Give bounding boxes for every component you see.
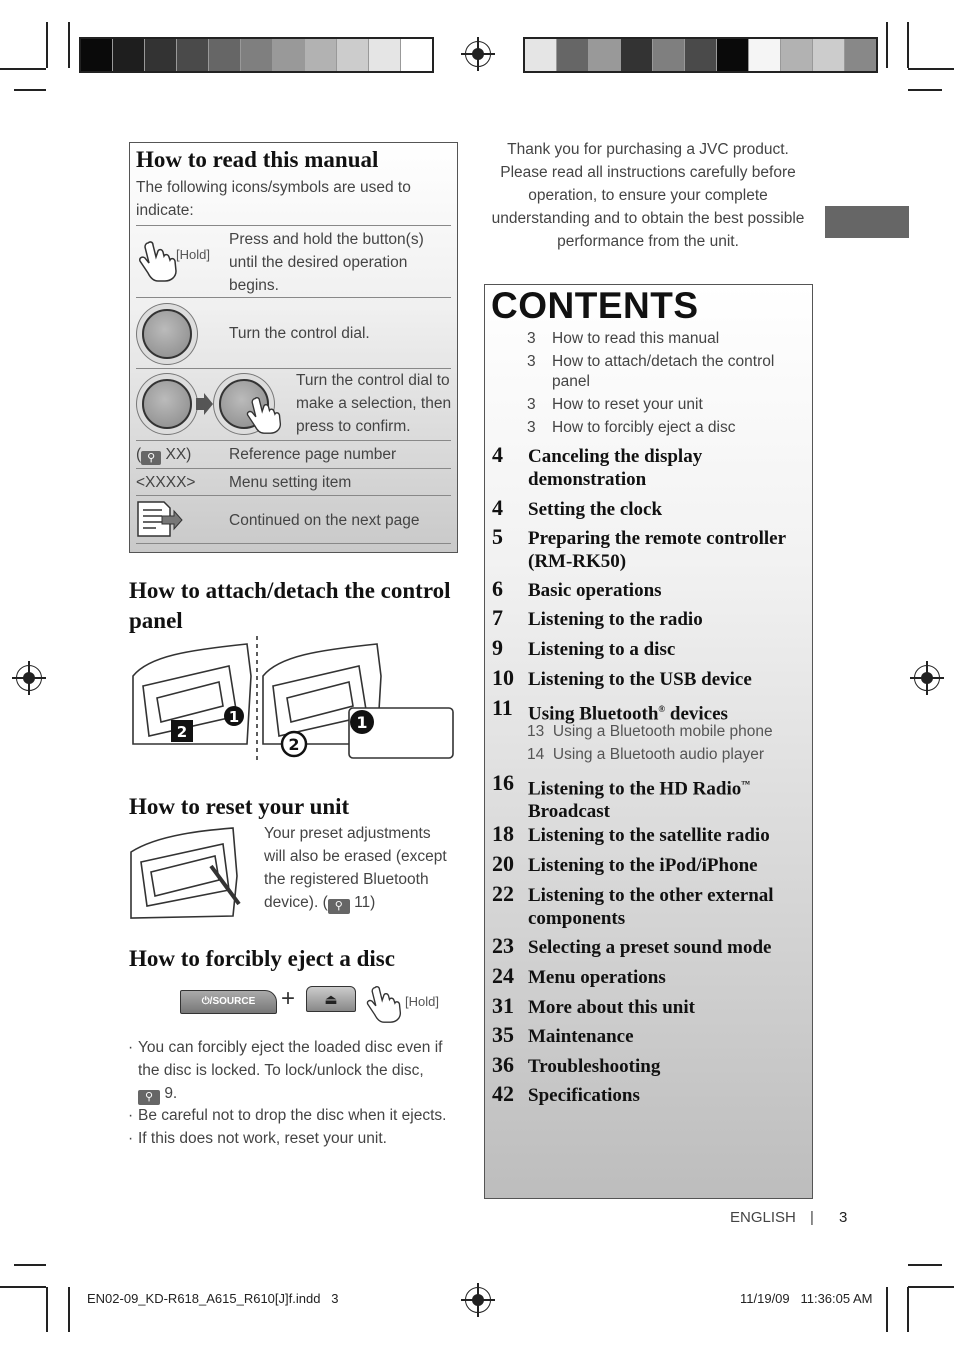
item-ref-text: Reference page number [229,446,397,463]
eject-bullet-2: · Be careful not to drop the disc when it ejects. [128,1107,447,1124]
toc-title: Maintenance [528,1026,634,1047]
item-dial-text: Turn the control dial. [229,325,370,342]
color-swatch [813,39,845,71]
divider [136,440,451,441]
color-swatch [845,39,876,71]
crop-mark [908,1264,942,1266]
source-button-icon: ⏻/SOURCE [180,990,277,1014]
toc-page-number: 31 [492,993,514,1018]
toc-page-number: 3 [527,330,536,347]
toc-item[interactable] [492,576,802,603]
toc-page-number: 10 [492,665,514,690]
toc-item[interactable] [492,881,802,929]
toc-item[interactable] [492,770,802,823]
toc-page-number: 4 [492,495,503,520]
toc-page-number: 20 [492,851,514,876]
toc-title: How to forcibly eject a disc [552,419,736,436]
item-hold-text: Press and hold the button(s) until the desired operation begins. [229,231,424,294]
color-calibration-bar-left [79,37,434,73]
svg-text:2: 2 [176,723,188,741]
attach-detach-illustration [129,636,456,762]
contents-box [484,284,813,1199]
toc-item[interactable] [492,963,802,990]
color-swatch [653,39,685,71]
ref-symbol: ( ⚲ XX) [136,446,192,464]
toc-title: Using a Bluetooth audio player [552,746,764,763]
toc-subitem[interactable] [527,722,797,742]
control-dial-icon [142,379,192,429]
toc-item[interactable] [492,442,802,490]
crop-mark [907,22,909,68]
toc-page-number: 6 [492,576,503,601]
print-file-info: EN02-09_KD-R618_A615_R610[J]f.indd 3 [87,1291,339,1306]
reset-illustration [129,826,249,922]
color-swatch [305,39,337,71]
crop-mark [46,1287,48,1332]
toc-title: Using a Bluetooth mobile phone [552,723,773,740]
toc-title: Setting the clock [528,499,663,520]
hold-label: [Hold] [176,247,210,262]
toc-page-number: 3 [527,396,536,413]
toc-page-number: 16 [492,770,514,795]
menu-symbol: <XXXX> [136,474,196,491]
reset-text: Your preset adjustments will also be erased (except the registered Bluetooth device). ( ⚲ 11) [264,825,447,912]
crop-mark [14,89,46,91]
toc-title: Menu operations [528,967,666,988]
registration-mark-icon [16,665,42,691]
crop-mark [68,22,70,68]
color-swatch [401,39,432,71]
color-calibration-bar-right [523,37,878,73]
toc-page-number: 14 [527,746,545,763]
crop-mark [908,68,954,70]
toc-item[interactable] [492,993,802,1020]
crop-mark [0,1286,46,1288]
eject-title: How to forcibly eject a disc [129,946,395,971]
crop-mark [0,68,46,70]
crop-mark [46,22,48,68]
color-swatch [273,39,305,71]
control-dial-icon [142,309,192,359]
footer-separator: | [810,1209,814,1226]
toc-title: Listening to the HD Radio™ Broadcast [528,778,751,823]
toc-item[interactable] [492,495,802,522]
color-swatch [717,39,749,71]
toc-item[interactable] [527,352,797,392]
toc-page-number: 18 [492,821,514,846]
hand-press-icon [136,239,180,283]
toc-title: How to attach/detach the control panel [552,353,775,390]
toc-title: Listening to a disc [528,639,676,660]
footer-language: ENGLISH [730,1209,796,1226]
toc-item[interactable] [492,1081,802,1108]
toc-title: Listening to the other external components [528,885,774,929]
toc-title: Specifications [528,1085,640,1106]
toc-item[interactable] [492,1052,802,1079]
arrow-right-icon [194,392,214,416]
svg-text:2: 2 [288,735,300,754]
divider [136,543,451,544]
crop-mark [14,1264,46,1266]
toc-title: Using Bluetooth® devices [528,703,728,725]
color-swatch [525,39,557,71]
toc-item[interactable] [492,665,802,692]
color-swatch [337,39,369,71]
svg-text:1: 1 [356,713,368,732]
read-manual-intro: The following icons/symbols are used to indicate: [136,179,411,219]
color-swatch [241,39,273,71]
eject-bullet-3: · If this does not work, reset your unit. [128,1130,387,1147]
toc-item[interactable] [492,933,802,960]
color-swatch [621,39,653,71]
hold-label: [Hold] [405,994,439,1009]
eject-bullet-1: · You can forcibly eject the loaded disc even if the disc is locked. To lock/unlock the disc, ⚲ 9. [128,1039,443,1103]
reset-title: How to reset your unit [129,794,350,819]
page-number: 3 [839,1209,848,1226]
toc-page-number: 4 [492,442,503,467]
contents-title: CONTENTS [491,285,699,326]
toc-item[interactable] [492,821,802,848]
color-swatch [209,39,241,71]
crop-mark [886,22,888,68]
attach-title: How to attach/detach the control panel [129,578,451,633]
toc-page-number: 7 [492,605,503,630]
continued-page-icon [136,500,184,538]
crop-mark [908,1286,954,1288]
color-swatch [177,39,209,71]
item-dial-press-text: Turn the control dial to make a selection, then press to confirm. [296,372,452,435]
color-swatch [749,39,781,71]
item-continued-text: Continued on the next page [229,512,420,529]
divider [136,297,451,298]
color-swatch [81,39,113,71]
toc-title: Preparing the remote controller (RM-RK50) [528,528,786,572]
toc-page-number: 22 [492,881,514,906]
registration-mark-icon [465,1287,491,1313]
toc-title: Troubleshooting [528,1056,661,1077]
toc-subitem[interactable] [527,745,797,765]
toc-page-number: 23 [492,933,514,958]
color-swatch [685,39,717,71]
item-menu-text: Menu setting item [229,474,352,491]
toc-page-number: 5 [492,524,503,549]
hand-press-icon [364,984,404,1024]
toc-page-number: 13 [527,723,545,740]
crop-mark [68,1287,70,1332]
toc-page-number: 42 [492,1081,514,1106]
svg-text:1: 1 [228,708,240,726]
toc-page-number: 36 [492,1052,514,1077]
toc-item[interactable] [492,851,802,878]
magnifier-icon: ⚲ [328,899,350,914]
toc-page-number: 35 [492,1022,514,1047]
language-tab [825,206,909,238]
divider [136,225,451,226]
toc-page-number: 11 [492,695,513,720]
color-swatch [113,39,145,71]
crop-mark [886,1287,888,1332]
toc-title: Listening to the iPod/iPhone [528,855,758,876]
color-swatch [589,39,621,71]
eject-button-icon: ⏏ [306,986,356,1012]
how-to-read-box [129,142,458,553]
toc-page-number: 24 [492,963,514,988]
plus-sign: + [281,985,296,1012]
color-swatch [557,39,589,71]
hand-press-icon [244,395,284,435]
toc-title: Listening to the USB device [528,669,752,690]
toc-item[interactable] [492,605,802,632]
toc-title: More about this unit [528,997,695,1018]
print-date-info: 11/19/09 11:36:05 AM [740,1291,873,1306]
toc-title: Listening to the satellite radio [528,825,770,846]
toc-item[interactable] [492,635,802,662]
crop-mark [908,89,942,91]
divider [136,468,451,469]
toc-title: Canceling the display demonstration [528,446,703,490]
registration-mark-icon [914,665,940,691]
color-swatch [369,39,401,71]
toc-item[interactable] [492,1022,802,1049]
toc-page-number: 3 [527,419,536,436]
toc-item[interactable] [492,695,802,725]
color-swatch [781,39,813,71]
crop-mark [907,1287,909,1332]
magnifier-icon: ⚲ [141,451,161,465]
toc-title: How to reset your unit [552,396,703,413]
toc-page-number: 3 [527,353,536,370]
toc-title: Listening to the radio [528,609,703,630]
intro-text: Thank you for purchasing a JVC product. Please read all instructions carefully before operation, to ensure your complete understanding and to obtain the best possible performance from the unit. [491,141,805,250]
read-manual-title: How to read this manual [136,147,379,172]
toc-page-number: 9 [492,635,503,660]
magnifier-icon: ⚲ [138,1090,160,1105]
registration-mark-icon [465,41,491,67]
toc-item[interactable] [492,524,802,572]
color-swatch [145,39,177,71]
toc-title: Selecting a preset sound mode [528,937,772,958]
divider [136,495,451,496]
toc-title: How to read this manual [552,330,720,347]
toc-title: Basic operations [528,580,662,601]
